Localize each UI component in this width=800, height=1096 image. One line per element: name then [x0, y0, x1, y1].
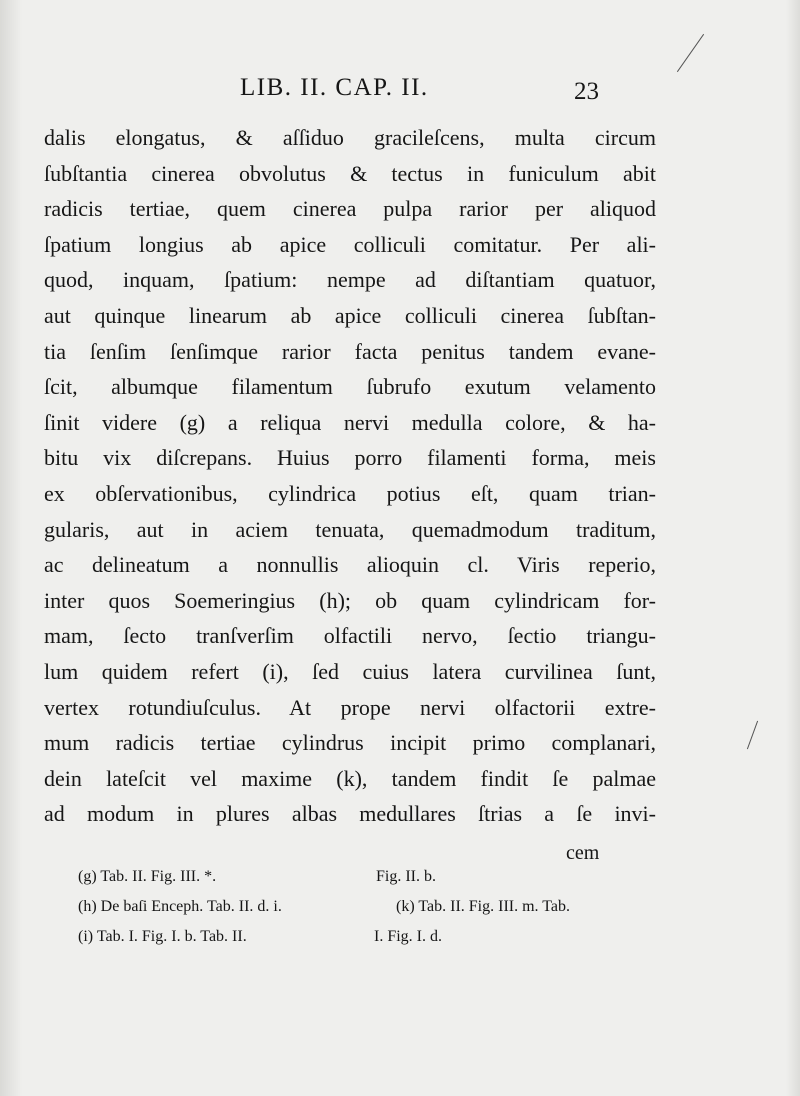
text-line: quod, inquam, ſpatium: nempe ad diſtantiam quatuor, [44, 267, 656, 293]
footnote-g: (g) Tab. II. Fig. III. *. [78, 868, 217, 885]
text-line: vertex rotundiuſculus. At prope nervi olfactorii extre- [44, 694, 656, 720]
text-line: ſcit, albumque filamentum ſubrufo exutum velamento [44, 374, 656, 400]
text-line: lum quidem refert (i), ſed cuius latera curvilinea ſunt, [44, 658, 656, 684]
catchword: cem [566, 842, 600, 864]
text-line: radicis tertiae, quem cinerea pulpa rarior per aliquod [44, 196, 656, 222]
running-head: LIB. II. CAP. II. [240, 74, 429, 101]
text-line: mum radicis tertiae cylindrus incipit primo complanari, [44, 730, 656, 756]
page-header [0, 72, 800, 112]
footnote-i: (i) Tab. I. Fig. I. b. Tab. II. [78, 928, 247, 945]
body-text [44, 120, 656, 832]
text-line: gularis, aut in aciem tenuata, quemadmodum traditum, [44, 516, 656, 542]
text-line: tia ſenſim ſenſimque rarior facta penitus tandem evane- [44, 338, 656, 364]
pencil-mark [747, 721, 758, 750]
page-number: 23 [574, 78, 599, 105]
footnote-g-continuation: Fig. II. b. [376, 868, 436, 885]
text-line: ad modum in plures albas medullares ſtrias a ſe invi- [44, 801, 656, 827]
footnote-k: (k) Tab. II. Fig. III. m. Tab. [396, 898, 571, 915]
text-line: ſinit videre (g) a reliqua nervi medulla colore, & ha- [44, 409, 656, 435]
text-line: dein lateſcit vel maxime (k), tandem findit ſe palmae [44, 765, 656, 791]
text-line: mam, ſecto tranſverſim olfactili nervo, ſectio triangu- [44, 623, 656, 649]
text-line: ſpatium longius ab apice colliculi comitatur. Per ali- [44, 231, 656, 257]
page-gutter-shadow [0, 0, 22, 1096]
text-line: ex obſervationibus, cylindrica potius eſt, quam trian- [44, 480, 656, 506]
text-line: aut quinque linearum ab apice colliculi cinerea ſubſtan- [44, 302, 656, 328]
text-line: bitu vix diſcrepans. Huius porro filamenti forma, meis [44, 445, 656, 471]
page-edge-shadow [786, 0, 800, 1096]
pencil-mark [677, 34, 704, 72]
text-line: dalis elongatus, & aſſiduo gracileſcens, multa circum [44, 125, 656, 150]
text-line: ſubſtantia cinerea obvolutus & tectus in funiculum abit [44, 160, 656, 186]
footnote-k-continuation: I. Fig. I. d. [374, 928, 442, 945]
footnote-h: (h) De baſi Enceph. Tab. II. d. i. [78, 898, 282, 915]
text-line: ac delineatum a nonnullis alioquin cl. Viris reperio, [44, 552, 656, 578]
text-line: inter quos Soemeringius (h); ob quam cylindricam for- [44, 587, 656, 613]
